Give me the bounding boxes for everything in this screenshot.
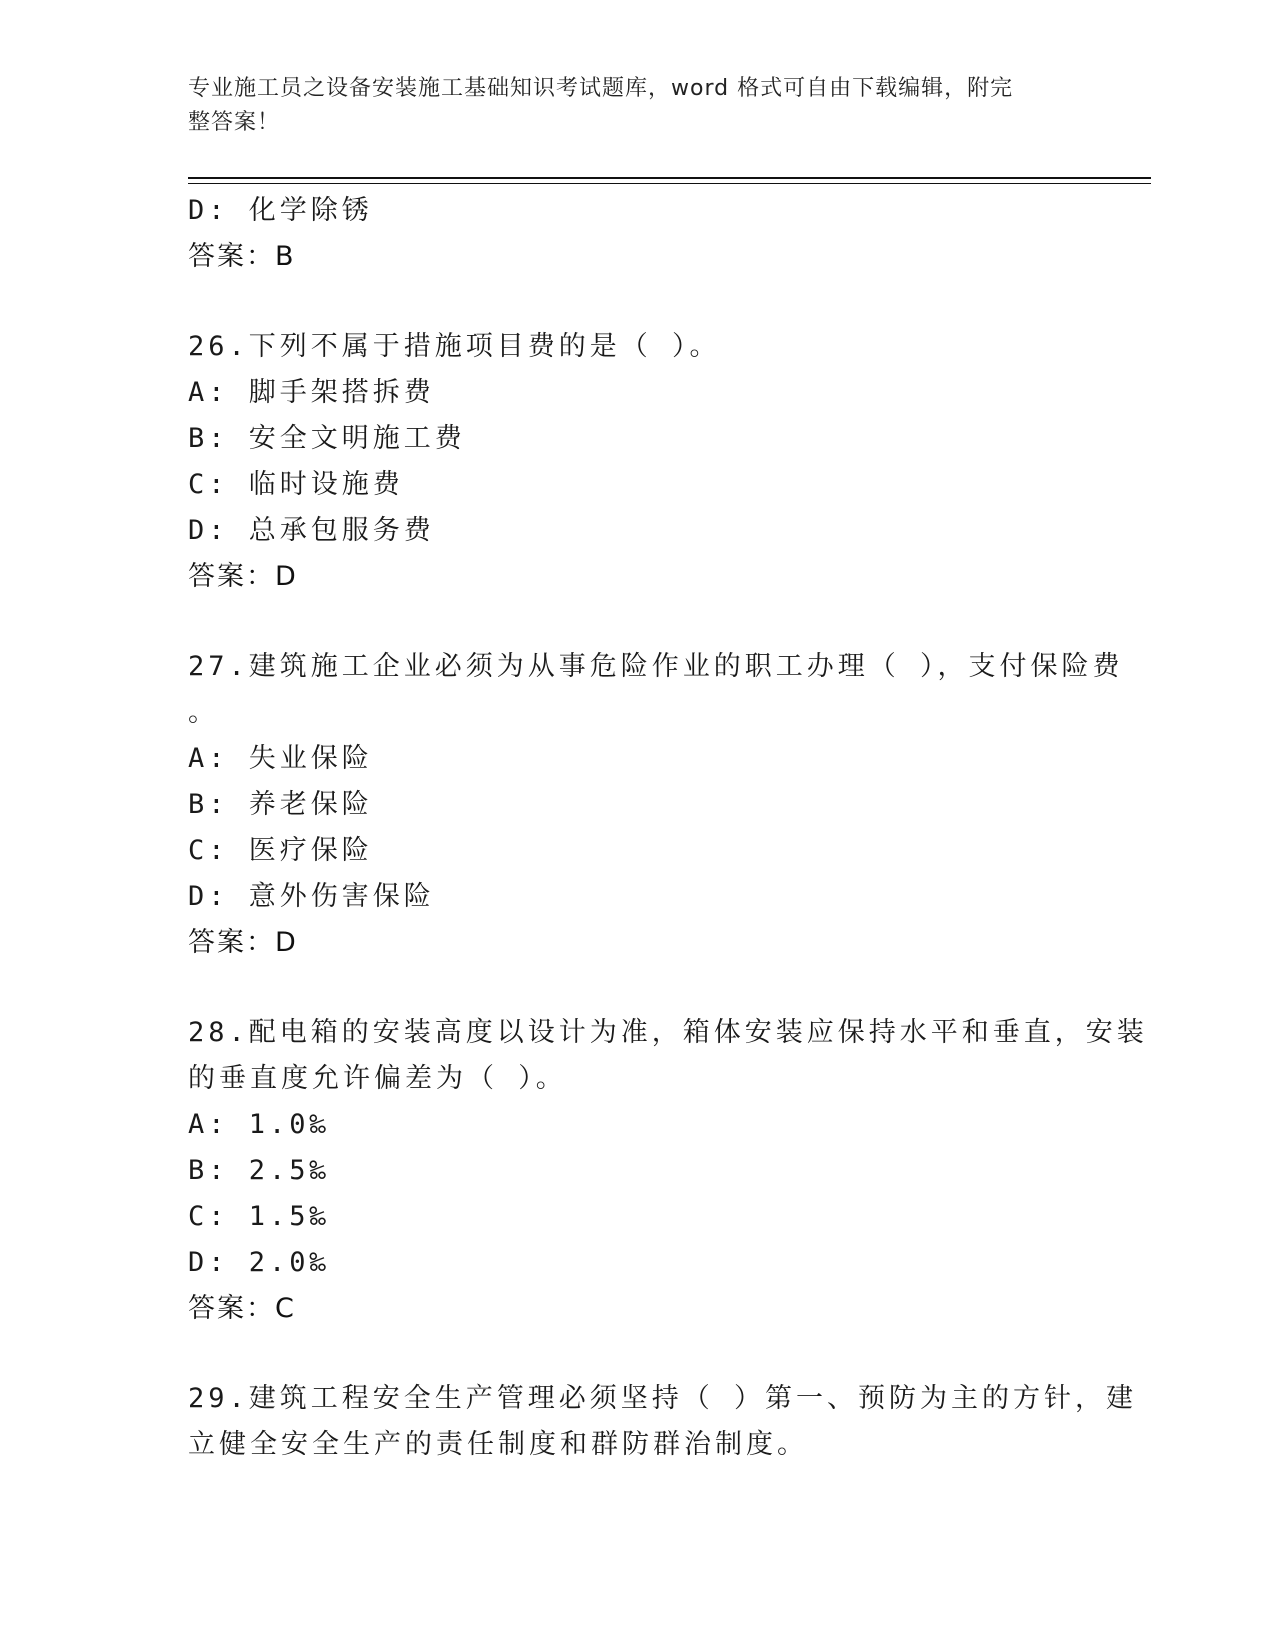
question-26-option-d: D: 总承包服务费: [188, 515, 435, 546]
header-title-line-2: 整答案！: [188, 110, 281, 135]
question-28-option-b: B: 2.5‰: [188, 1155, 330, 1186]
question-27-option-d: D: 意外伤害保险: [188, 881, 435, 912]
question-27-option-a: A: 失业保险: [188, 743, 373, 774]
question-27: [188, 644, 1124, 736]
question-26-option-a: A: 脚手架搭拆费: [188, 377, 435, 408]
question-28-option-c: C: 1.5‰: [188, 1201, 330, 1232]
header-rule-thin: [188, 183, 1151, 184]
question-29: [188, 1376, 1138, 1468]
question-27-answer: 答案：D: [188, 927, 298, 958]
question-27-option-b: B: 养老保险: [188, 789, 373, 820]
question-26: [188, 324, 1088, 370]
question-27-option-c: C: 医疗保险: [188, 835, 373, 866]
question-27-stem-line-2: 。: [188, 697, 219, 728]
question-content: [188, 188, 1148, 1468]
question-26-option-c: C: 临时设施费: [188, 469, 404, 500]
question-26-stem: 26.下列不属于措施项目费的是（ ）。: [188, 331, 721, 362]
prev-answer: 答案：B: [188, 241, 296, 272]
page-header: [188, 72, 1068, 140]
question-29-stem-line-2: 立健全安全生产的责任制度和群防群治制度。: [188, 1429, 808, 1460]
question-29-stem-line-1: 29.建筑工程安全生产管理必须坚持（ ）第一、预防为主的方针，建: [188, 1383, 1138, 1414]
header-rule-thick: [188, 177, 1151, 179]
prev-option-d: D: 化学除锈: [188, 195, 373, 226]
question-28: [188, 1010, 1148, 1102]
question-27-stem-line-1: 27.建筑施工企业必须为从事危险作业的职工办理（ ），支付保险费: [188, 651, 1124, 682]
question-28-answer: 答案：C: [188, 1293, 296, 1324]
question-26-answer: 答案：D: [188, 561, 298, 592]
question-28-stem-line-1: 28.配电箱的安装高度以设计为准，箱体安装应保持水平和垂直，安装: [188, 1017, 1148, 1048]
question-28-option-a: A: 1.0‰: [188, 1109, 330, 1140]
header-title-line-1: 专业施工员之设备安装施工基础知识考试题库，word 格式可自由下载编辑，附完: [188, 76, 1014, 101]
question-28-option-d: D: 2.0‰: [188, 1247, 330, 1278]
question-28-stem-line-2: 的垂直度允许偏差为（ ）。: [188, 1063, 567, 1094]
question-26-option-b: B: 安全文明施工费: [188, 423, 466, 454]
